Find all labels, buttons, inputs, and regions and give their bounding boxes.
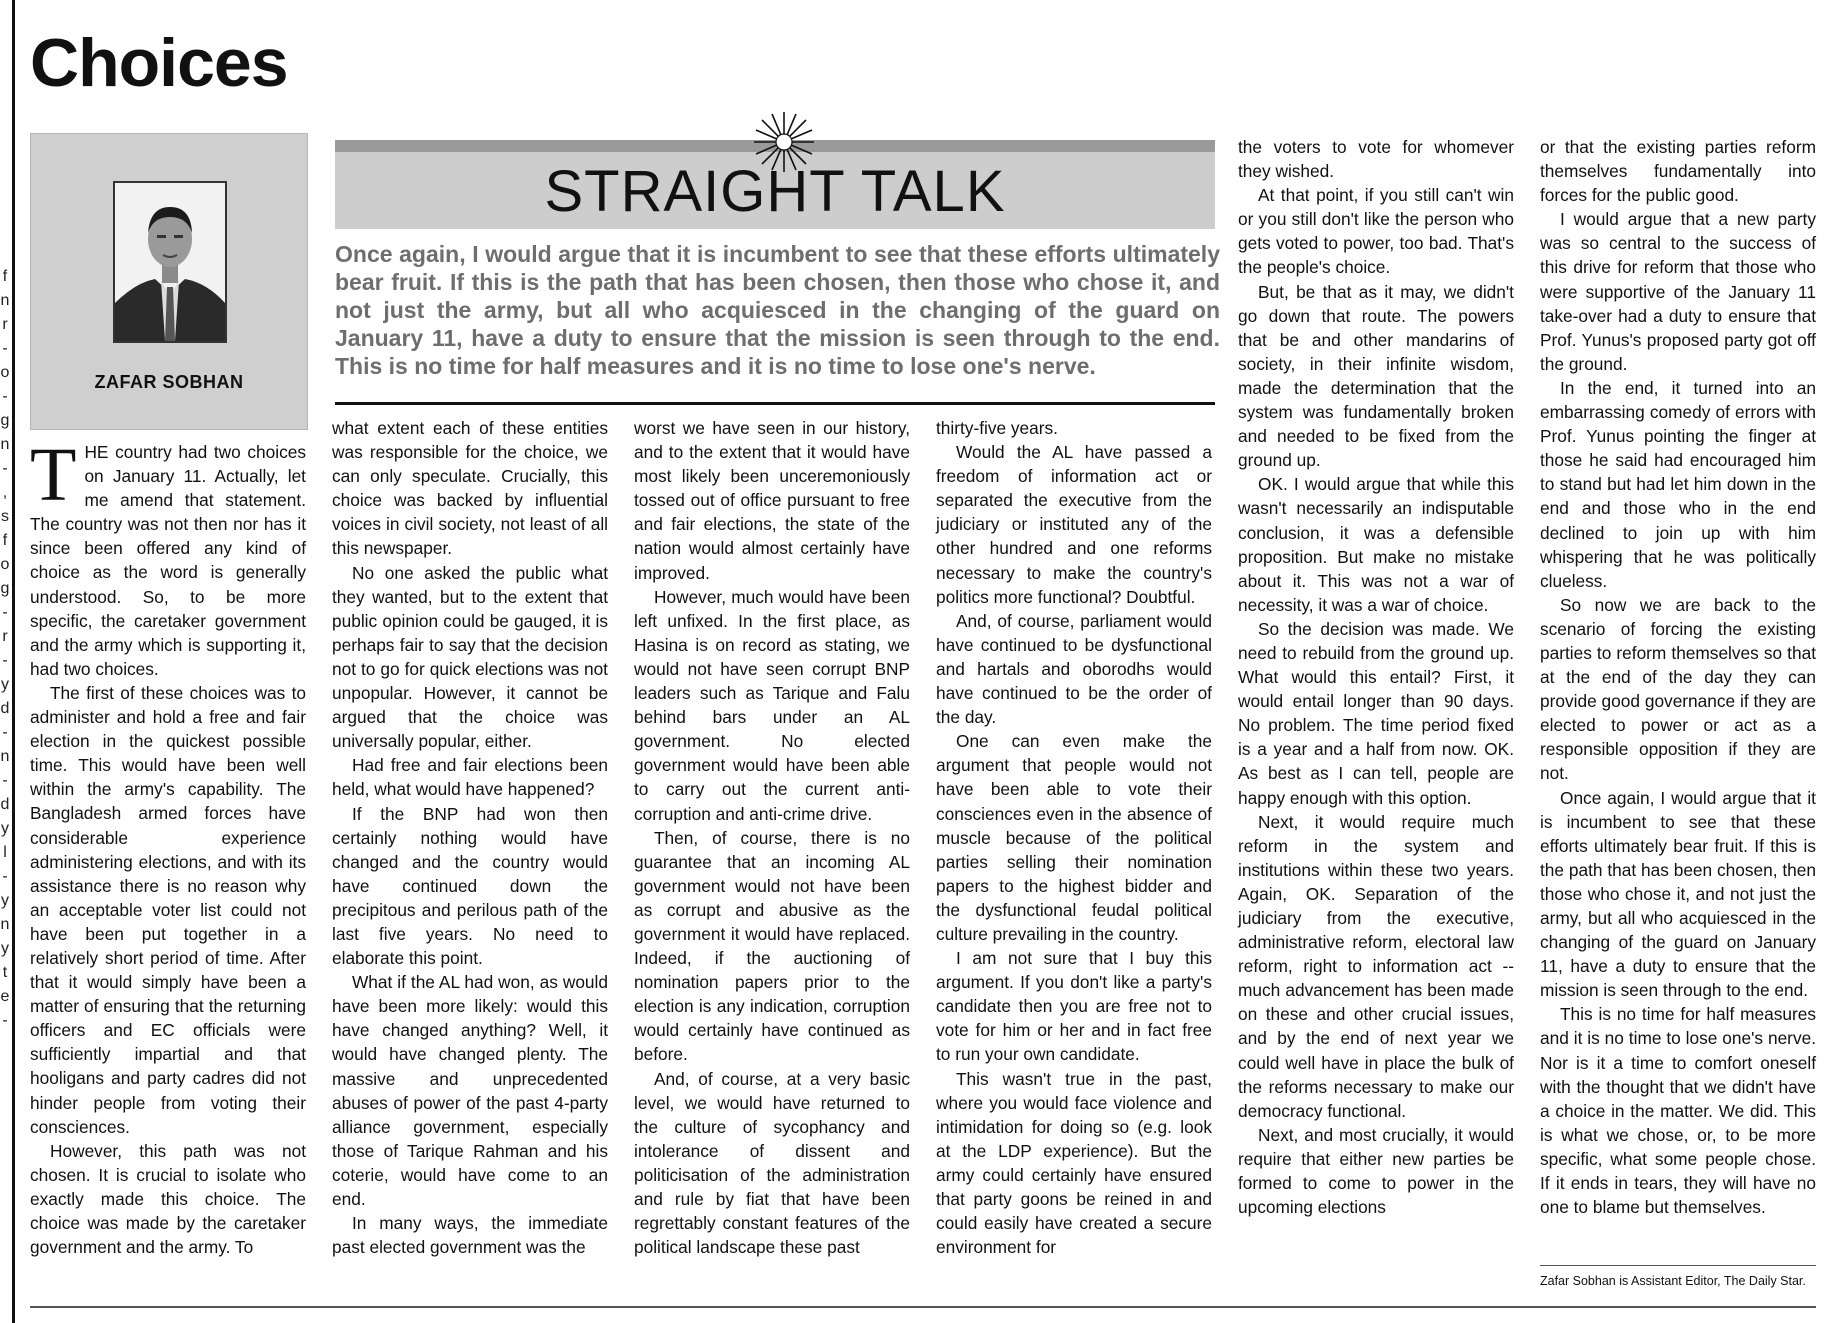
margin-fragment: -	[2, 460, 8, 477]
margin-fragment: n	[0, 436, 10, 453]
margin-fragment: g	[0, 580, 10, 597]
starburst-icon	[752, 110, 816, 174]
author-box	[30, 133, 308, 430]
margin-fragment: -	[2, 604, 8, 621]
paragraph: In the end, it turned into an embarrassing comedy of errors with Prof. Yunus pointing the finger at those he said had encouraged him to stand but had let him down in the end and those who in the end declined to join up with him whispering that he was politically clueless.	[1540, 377, 1816, 591]
margin-fragment: s	[1, 508, 9, 525]
left-margin-rule	[12, 0, 15, 1323]
article-column-1	[30, 433, 306, 1259]
margin-fragment: -	[2, 868, 8, 885]
paragraph: worst we have seen in our history, and to the extent that it would have most likely been unceremoniously tossed out of office pursuant to free and fair elections, the state of the nation would almost certainly have improved.	[634, 418, 910, 583]
paragraph: In many ways, the immediate past elected government was the	[332, 1213, 608, 1258]
paragraph: or that the existing parties reform themselves fundamentally into forces for the public good.	[1540, 137, 1816, 206]
margin-fragment: f	[2, 268, 8, 285]
margin-fragment: g	[0, 412, 10, 429]
author-name: ZAFAR SOBHAN	[94, 372, 244, 392]
paragraph: This is no time for half measures and it is no time to lose one's nerve. Nor is it a time to comfort oneself with the thought that we didn't have a choice in the matter. We did. This is what we chose, or, to be more specific, what some people chose. If it ends in tears, they will have no one to blame but themselves.	[1540, 1004, 1816, 1218]
margin-fragment: o	[0, 556, 10, 573]
paragraph: the voters to vote for whomever they wished.	[1238, 137, 1514, 182]
paragraph: But, be that as it may, we didn't go down that route. The powers that be and other mandarins of society, in their infinite wisdom, made the determination that the system was fundamentally broken and needed to be fixed from the ground up.	[1238, 281, 1514, 471]
article-column-6	[1540, 135, 1816, 1219]
paragraph: OK. I would argue that while this wasn't necessarily an indisputable conclusion, it was a defensible proposition. But make no mistake about it. This was not a war of necessity, it was a war of choice.	[1238, 474, 1514, 615]
paragraph: So the decision was made. We need to rebuild from the ground up. What would this entail? First, it would entail longer than 90 days. No problem. The time period fixed is a year and a half from now. OK. As best as I can tell, people are happy enough with this option.	[1238, 618, 1514, 808]
paragraph: Next, it would require much reform in the system and institutions within these two years. Again, OK. Separation of the judiciary from the executive, administrative reform, electoral law reform, right to information act -- much advancement has been made on these and other crucial issues, and by the end of next year we could well have in place the bulk of the reforms necessary to make our democracy functional.	[1238, 811, 1514, 1121]
footnote-rule	[1540, 1265, 1816, 1266]
margin-fragment: y	[1, 892, 9, 909]
author-footnote: Zafar Sobhan is Assistant Editor, The Daily Star.	[1540, 1274, 1806, 1288]
paragraph: The first of these choices was to administer and hold a free and fair election in the quickest possible time. This would have been well within the army's capability. The Bangladesh armed forces have considerable experience administering elections, and with its assistance there is no reason why an acceptable voter list could not have been put together in a relatively short period of time. After that it would simply have been a matter of ensuring that the returning officers and EC officials were sufficiently impartial and that hooligans and party cadres did not hinder people from voting their consciences.	[30, 682, 306, 1137]
margin-fragment: -	[2, 652, 8, 669]
paragraph: HE country had two choices on January 11. Actually, let me amend that statement. The country was not then nor has it since been offered any kind of choice as the word is generally understood. So, to be more specific, the caretaker government and the army which is supporting it, had two choices.	[30, 442, 306, 679]
paragraph: Would the AL have passed a freedom of information act or separated the executive from the judiciary or instituted any of the other hundred and one reforms necessary to make the country's politics more functional? Doubtful.	[936, 442, 1212, 607]
margin-fragment: n	[0, 748, 10, 765]
paragraph: At that point, if you still can't win or you still don't like the person who gets voted to power, too bad. That's the people's choice.	[1238, 185, 1514, 278]
margin-fragment: d	[0, 796, 10, 813]
paragraph: However, this path was not chosen. It is crucial to isolate who exactly made this choice. The choice was made by the caretaker government and the army. To	[30, 1140, 306, 1258]
margin-fragment: e	[0, 988, 10, 1005]
adjacent-column-fragments	[0, 265, 10, 1033]
author-photo	[113, 181, 227, 343]
margin-fragment: r	[2, 628, 8, 645]
paragraph: Once again, I would argue that it is incumbent to see that these efforts ultimately bear fruit. If this is the path that has been chosen, then those who chose it, and not just the army, but all who acquiesced in the changing of the guard on January 11, have a duty to ensure that the mission is seen through to the end.	[1540, 787, 1816, 1001]
margin-fragment: r	[2, 316, 8, 333]
paragraph: I would argue that a new party was so central to the success of this drive for reform that those who were supportive of the January 11 take-over had a duty to ensure that Prof. Yunus's proposed party got off the ground.	[1540, 209, 1816, 374]
margin-fragment: l	[3, 844, 7, 861]
paragraph: However, much would have been left unfixed. In the first place, as Hasina is on record as stating, we would not have seen corrupt BNP leaders such as Tarique and Falu behind bars under an AL government. No elected government would have been able to carry out the current anti-corruption and anti-crime drive.	[634, 586, 910, 824]
margin-fragment: -	[2, 724, 8, 741]
paragraph: No one asked the public what they wanted, but to the extent that public opinion could be gauged, it is perhaps fair to say that the decision not to go for quick elections was not unpopular. However, it cannot be argued that the choice was universally popular, either.	[332, 562, 608, 752]
paragraph: Next, and most crucially, it would require that either new parties be formed to come to power in the upcoming elections	[1238, 1124, 1514, 1218]
margin-fragment: ,	[2, 484, 8, 501]
margin-fragment: n	[0, 916, 10, 933]
paragraph: thirty-five years.	[936, 418, 1058, 438]
author-portrait-image	[115, 183, 225, 341]
bottom-rule	[30, 1306, 1816, 1308]
paragraph: If the BNP had won then certainly nothing would have changed and the country would have continued down the precipitous and perilous path of the last five years. No need to elaborate this point.	[332, 803, 608, 969]
margin-fragment: y	[1, 820, 9, 837]
margin-fragment: -	[2, 388, 8, 405]
pull-quote: Once again, I would argue that it is incumbent to see that these efforts ultimately bear fruit. If this is the path that has been chosen, then those who chose it, and not just the army, but all who acquiesced in the changing of the guard on January 11, have a duty to ensure that the mission is seen through to the end. This is no time for half measures and it is no time to lose one's nerve.	[335, 241, 1220, 379]
drop-cap: T	[30, 433, 77, 517]
article-column-2	[332, 416, 608, 1259]
paragraph: And, of course, parliament would have continued to be dysfunctional and hartals and oborodhs would have continued to be the order of the day.	[936, 610, 1212, 728]
paragraph: And, of course, at a very basic level, we would have returned to the culture of sycophancy and intolerance of dissent and politicisation of the administration and rule by fiat that have been regrettably constant features of the political landscape these past	[634, 1068, 910, 1258]
paragraph: Then, of course, there is no guarantee that an incoming AL government would not have been as corrupt and abusive as the government it would have replaced. Indeed, if the auctioning of nomination papers prior to the election is any indication, corruption would certainly have continued as before.	[634, 827, 910, 1065]
margin-fragment: -	[2, 340, 8, 357]
paragraph: One can even make the argument that people would not have been able to vote their consciences even in the absence of muscle because of the political parties selling their nomination papers to the highest bidder and the dysfunctional feudal political culture prevailing in the country.	[936, 731, 1212, 944]
paragraph: I am not sure that I buy this argument. If you don't like a party's candidate then you are free not to vote for him or her and in fact free to run your own candidate.	[936, 948, 1212, 1065]
article-column-4	[936, 416, 1212, 1259]
margin-fragment: d	[0, 700, 10, 717]
margin-fragment: y	[1, 940, 9, 957]
paragraph: What if the AL had won, as would have been more likely: would this have changed anything? Well, it would have changed plenty. The massive and unprecedented abuses of power of the past 4-party alliance government, especially those of Tarique Rahman and his coterie, would have come to an end.	[332, 972, 608, 1209]
paragraph: Had free and fair elections been held, what would have happened?	[332, 755, 608, 800]
margin-fragment: -	[2, 1012, 8, 1029]
headline: Choices	[30, 25, 288, 101]
margin-fragment: f	[2, 532, 8, 549]
section-title: STRAIGHT TALK	[544, 159, 1006, 224]
margin-fragment: n	[0, 292, 10, 309]
margin-fragment: o	[0, 364, 10, 381]
margin-fragment: t	[2, 964, 8, 981]
paragraph: This wasn't true in the past, where you would face violence and intimidation for doing so (e.g. look at the LDP experience). But the army could certainly have ensured that party goons be reined in and could easily have created a secure environment for	[936, 1068, 1212, 1258]
margin-fragment: -	[2, 772, 8, 789]
article-column-5	[1238, 135, 1514, 1219]
paragraph: what extent each of these entities was responsible for the choice, we can only speculate. Crucially, this choice was backed by influential voices in civil society, not least of all this newspaper.	[332, 418, 608, 559]
pull-quote-rule	[335, 402, 1215, 405]
margin-fragment: y	[1, 676, 9, 693]
paragraph: So now we are back to the scenario of forcing the existing parties to reform themselves so that at the end of the day they can provide good governance if they are elected to power or act as a responsible opposition if they are not.	[1540, 594, 1816, 784]
article-column-3	[634, 416, 910, 1259]
